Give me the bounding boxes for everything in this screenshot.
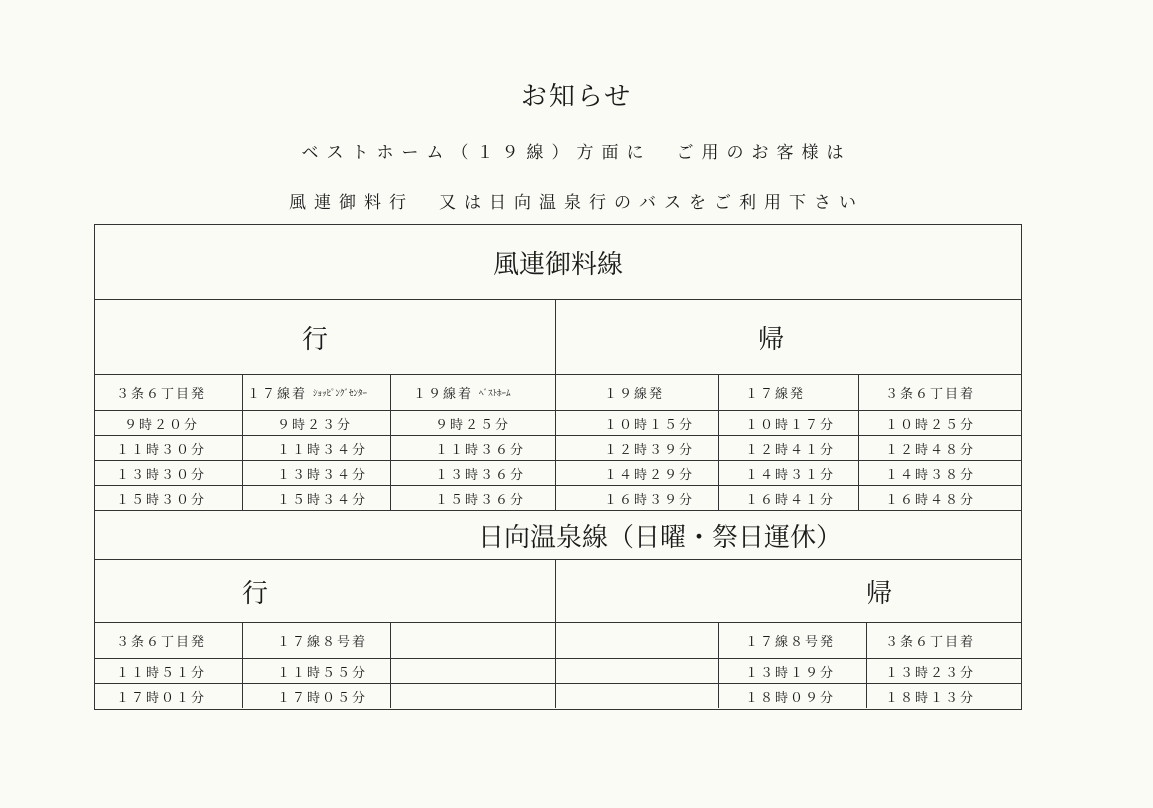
section2-title: 日向温泉線（日曜・祭日運休） [94,510,1022,560]
page-title: お知らせ [520,82,633,112]
s2-header-empty-1 [390,622,555,658]
section1-return-label: 帰 [555,299,1022,374]
s1-row3-col4: １４時２９分 [555,460,718,485]
s1-row2-col6: １２時４８分 [858,435,1022,460]
s1-row3-col3: １３時３６分 [390,460,555,485]
s2-row2-col2: １７時０５分 [242,683,390,708]
s1-row2-col3: １１時３６分 [390,435,555,460]
s1-row1-col2: ９時２３分 [242,410,390,435]
s1-row2-col2: １１時３４分 [242,435,390,460]
s2-header-2: １７線８号着 [242,622,390,658]
s1-row1-col3: ９時２５分 [390,410,555,435]
s1-row3-col1: １３時３０分 [94,460,242,485]
s2-row2-col1: １７時０１分 [94,683,242,708]
s1-header-4: １９線発 [555,374,718,410]
s1-header-5: １７線発 [718,374,858,410]
s1-row4-col1: １５時３０分 [94,485,242,510]
s2-header-4: ３条６丁目着 [866,622,1022,658]
s2-row2-empty2 [555,683,718,708]
s2-row1-col3: １３時１９分 [718,658,866,683]
s2-row1-empty2 [555,658,718,683]
s1-header-1: ３条６丁目発 [94,374,242,410]
s1-row4-col2: １５時３４分 [242,485,390,510]
s2-row2-empty1 [390,683,555,708]
s2-row1-empty1 [390,658,555,683]
s1-row2-col4: １２時３９分 [555,435,718,460]
section1-title: 風連御料線 [492,249,623,280]
s1-header-3 [390,374,555,410]
s2-row1-col2: １１時５５分 [242,658,390,683]
s1-row4-col3: １５時３６分 [390,485,555,510]
s2-row2-col3: １８時０９分 [718,683,866,708]
s1-row4-col4: １６時３９分 [555,485,718,510]
s2-row1-col1: １１時５１分 [94,658,242,683]
s1-row3-col6: １４時３８分 [858,460,1022,485]
s2-row1-col4: １３時２３分 [866,658,1022,683]
section2-go-label: 行 [94,559,555,622]
section1-go-label: 行 [94,299,555,374]
s2-row2-col4: １８時１３分 [866,683,1022,708]
s1-header-2 [242,374,390,410]
s1-row1-col6: １０時２５分 [858,410,1022,435]
s2-header-empty-2 [555,622,718,658]
s1-row1-col1: ９時２０分 [94,410,242,435]
s2-header-3: １７線８号発 [718,622,866,658]
s1-row3-col5: １４時３１分 [718,460,858,485]
s2-header-1: ３条６丁目発 [94,622,242,658]
notice-line-2: 風連御料行 又は日向温泉行のバスをご利用下さい [289,193,864,213]
notice-line-1: ベストホーム（１９線）方面に ご用のお客様は [301,143,852,163]
s1-header-3-sub: ﾍﾞｽﾄﾎｰﾑ [479,389,511,399]
s1-row1-col4: １０時１５分 [555,410,718,435]
s1-row2-col1: １１時３０分 [94,435,242,460]
s1-row2-col5: １２時４１分 [718,435,858,460]
s1-header-2-sub: ｼｮｯﾋﾟﾝｸﾞｾﾝﾀｰ [313,389,368,399]
s1-header-3-label: １９線着 [413,387,474,402]
s1-header-6: ３条６丁目着 [858,374,1022,410]
s1-row3-col2: １３時３４分 [242,460,390,485]
s1-row4-col6: １６時４８分 [858,485,1022,510]
s1-row4-col5: １６時４１分 [718,485,858,510]
section2-return-label: 帰 [555,559,1022,622]
s1-header-2-label: １７線着 [247,387,308,402]
s1-row1-col5: １０時１７分 [718,410,858,435]
